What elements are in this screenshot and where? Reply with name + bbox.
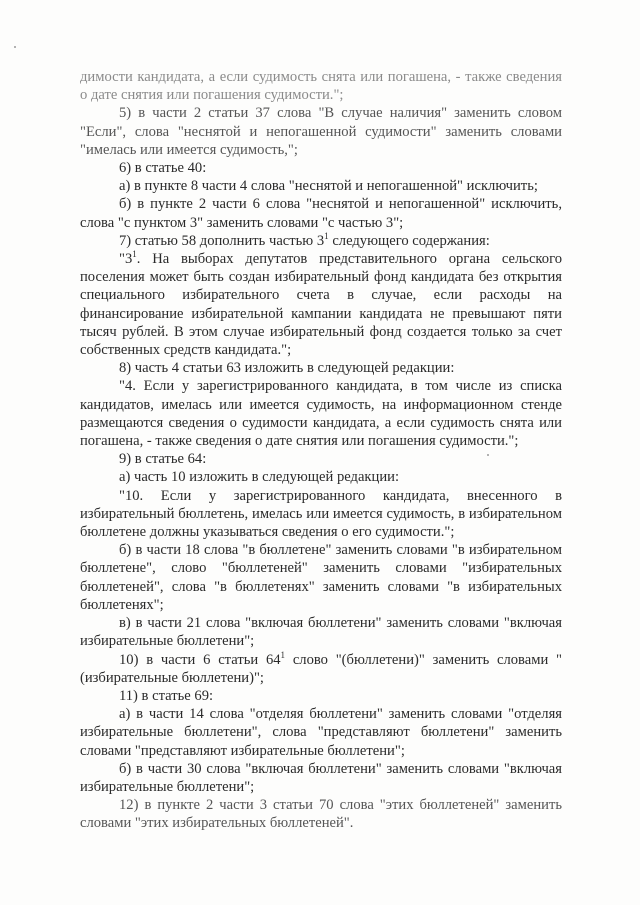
paragraph: [80, 760, 562, 796]
paragraph-text-tail: слово "(бюллетени)" заменить словами "(избирательные бюллетени)";: [80, 651, 562, 686]
superscript: 1: [324, 230, 329, 241]
scan-speck: [14, 46, 16, 48]
paragraph: [80, 68, 562, 104]
paragraph-text: 10) в части 6 статьи 64: [119, 651, 281, 668]
paragraph-text-tail: . На выборах депутатов представительного органа сельского поселения может быть создан избирательный фонд кандидата без открытия специального избирательного счета в случае, если расходы на финансирование избирательной кампании кандидата не превышают пяти тысяч рублей. В этом случае избирательный фонд создается только за счет собственных средств кандидата.";: [80, 251, 562, 359]
paragraph: [80, 651, 562, 687]
paragraph-text: 5) в части 2 статьи 37 слова "В случае наличия" заменить словом "Если", слова "неснятой и непогашенной судимости" заменить словами "имелась или имеется судимость,";: [80, 105, 562, 158]
paragraph: [80, 687, 562, 705]
paragraph-text: димости кандидата, а если судимость снята или погашена, - также сведения о дате снятия или погашения судимости.";: [80, 69, 562, 104]
paragraph: [80, 450, 562, 468]
paragraph-text: в) в части 21 слова "включая бюллетени" заменить словами "включая избирательные бюллетени";: [80, 615, 562, 650]
paragraph-text: 9) в статье 64:: [119, 451, 207, 468]
paragraph-text-tail: следующего содержания:: [328, 232, 490, 249]
superscript: 1: [132, 249, 137, 260]
paragraph-text: "4. Если у зарегистрированного кандидата, в том числе из списка кандидатов, имелась или имеется судимость, на информационном стенде размещаются сведения о судимости кандидата, а если судимость снята или погашена, - также сведения о дате снятия или погашения судимости.";: [80, 378, 562, 450]
paragraph-text: а) часть 10 изложить в следующей редакции:: [119, 469, 400, 486]
paragraph: [80, 104, 562, 159]
paragraph: [80, 377, 562, 450]
paragraph: [80, 614, 562, 650]
paragraph-text: "10. Если у зарегистрированного кандидата, внесенного в избирательный бюллетень, имелась или имеется судимость, в избирательном бюллетене должны указываться сведения о его судимости.";: [80, 487, 562, 541]
paragraph-text: б) в пункте 2 части 6 слова "неснятой и непогашенной" исключить, слова "с пунктом 3" заменить словами "с частью 3";: [80, 196, 562, 231]
paragraph-text: 8) часть 4 статьи 63 изложить в следующей редакции:: [119, 360, 455, 377]
paragraph: [80, 705, 562, 760]
paragraph-text: б) в части 18 слова "в бюллетене" заменить словами "в избирательном бюллетене", слово "бюллетеней" заменить словами "избирательных бюллетеней", слова "в бюллетенях" заменить словами "в избирательных бюллетенях";: [80, 542, 562, 613]
paragraph-text: 12) в пункте 2 части 3 статьи 70 слова "этих бюллетеней" заменить словами "этих избирательных бюллетеней".: [80, 797, 562, 832]
paragraph: [80, 177, 562, 195]
document-body: [80, 68, 562, 833]
paragraph: [80, 468, 562, 486]
paragraph: [80, 359, 562, 377]
paragraph: [80, 250, 562, 359]
paragraph: [80, 232, 562, 250]
paragraph-text: 11) в статье 69:: [119, 687, 214, 704]
paragraph-text: 6) в статье 40:: [119, 160, 207, 177]
superscript: 1: [280, 649, 286, 660]
paragraph: [80, 487, 562, 542]
paragraph-text: "3: [119, 251, 133, 268]
paragraph-text: б) в части 30 слова "включая бюллетени" заменить словами "включая избирательные бюллетени";: [80, 760, 562, 795]
paragraph: [80, 159, 562, 177]
paragraph-text: а) в части 14 слова "отделяя бюллетени" заменить словами "отделяя избирательные бюллетени", слова "представляют бюллетени" заменить словами "представляют избирательные бюллетени";: [80, 706, 562, 759]
paragraph: [80, 541, 562, 614]
paragraph: [80, 796, 562, 832]
paragraph-text: а) в пункте 8 части 4 слова "неснятой и непогашенной" исключить;: [119, 178, 538, 195]
paragraph-text: 7) статью 58 дополнить частью 3: [119, 232, 325, 249]
paragraph: [80, 195, 562, 231]
